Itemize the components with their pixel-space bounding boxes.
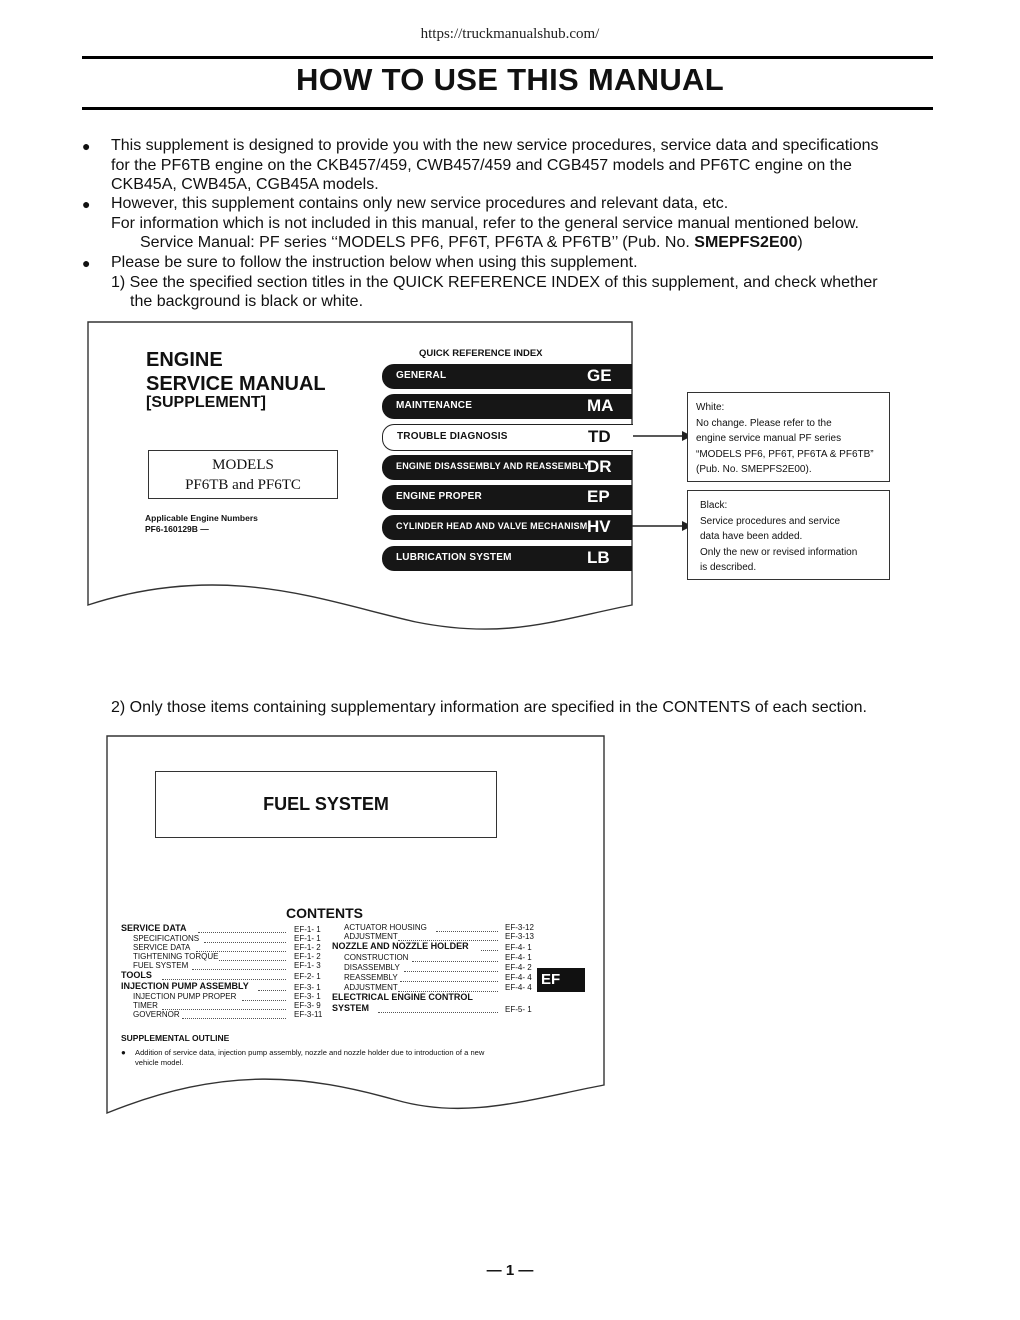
note-line: White:: [696, 402, 725, 413]
note-line: Only the new or revised information: [700, 546, 858, 558]
figure-contents: [106, 735, 606, 1120]
top-rule: [82, 56, 933, 59]
contents-page: EF-3- 1: [294, 983, 321, 992]
dot-leader: [198, 932, 286, 933]
index-code: HV: [587, 517, 611, 536]
contents-item: ADJUSTMENT: [344, 983, 398, 992]
section-title-box: [155, 771, 497, 838]
contents-item: SYSTEM: [332, 1003, 370, 1013]
dot-leader: [192, 969, 286, 970]
cover-title: [146, 348, 326, 396]
text-line: This supplement is designed to provide you with the new service procedures, service data and specifications: [111, 137, 879, 154]
manual-ref-pubno: SMEPFS2E00: [694, 234, 798, 251]
source-url: https://truckmanualshub.com/: [420, 26, 600, 42]
index-label: ENGINE PROPER: [396, 491, 482, 502]
dot-leader: [162, 1009, 286, 1010]
outline-title: SUPPLEMENTAL OUTLINE: [121, 1033, 230, 1043]
dot-leader: [404, 971, 498, 972]
engine-numbers: [145, 513, 258, 535]
black-note-box: [687, 490, 890, 580]
manual-ref-prefix: Service Manual: PF series ‘‘MODELS PF6, PF6T, PF6TA & PF6TB’’ (Pub. No.: [140, 234, 695, 251]
dot-leader: [162, 979, 286, 980]
index-row-cylinder-head: [382, 515, 632, 540]
bullet-dot: ●: [82, 196, 91, 212]
models-line: PF6TB and PF6TC: [185, 477, 301, 493]
index-row-lubrication: [382, 546, 632, 571]
cover-title-line: SERVICE MANUAL: [146, 373, 326, 395]
contents-item: CONSTRUCTION: [344, 953, 409, 962]
bullet-paragraph-1: [111, 136, 933, 195]
text-line: CKB45A, CWB45A, CGB45A models.: [111, 176, 379, 193]
dot-leader: [481, 950, 498, 951]
dot-leader: [436, 931, 498, 932]
index-row-disassembly: [382, 455, 632, 480]
index-row-engine-proper: [382, 485, 632, 510]
contents-page: EF-3-11: [294, 1010, 323, 1019]
section-tab: [537, 968, 585, 992]
text-line: for the PF6TB engine on the CKB457/459, CWB457/459 and CGB457 models and PF6TC engine on the: [111, 156, 852, 174]
note-line: data have been added.: [700, 531, 803, 542]
contents-item: ADJUSTMENT: [344, 932, 398, 941]
bullet-paragraph-3: [111, 253, 933, 312]
engine-numbers-value: PF6-160129B —: [145, 524, 209, 534]
outline-bullet: ●: [121, 1048, 126, 1057]
contents-item: SERVICE DATA: [121, 923, 187, 933]
contents-page: EF-1- 2: [294, 943, 321, 952]
dot-leader: [204, 942, 286, 943]
dot-leader: [258, 990, 286, 991]
contents-item: INJECTION PUMP PROPER: [133, 992, 237, 1001]
index-row-trouble-diagnosis: [382, 424, 633, 451]
bullet-paragraph-2: [111, 194, 933, 253]
white-note-box: [687, 392, 890, 482]
contents-item: INJECTION PUMP ASSEMBLY: [121, 981, 249, 991]
text-line: the background is black or white.: [130, 293, 364, 310]
index-code: GE: [587, 366, 612, 385]
contents-item: TIMER: [133, 1001, 158, 1010]
contents-page: EF-4- 1: [505, 953, 532, 962]
index-code: DR: [587, 457, 612, 476]
index-label: ENGINE DISASSEMBLY AND REASSEMBLY: [396, 461, 590, 471]
dot-leader: [378, 1012, 498, 1013]
note-line: Service procedures and service: [700, 515, 841, 527]
note-line: engine service manual PF series: [696, 433, 842, 444]
dot-leader: [219, 960, 286, 961]
contents-page: EF-1- 1: [294, 934, 321, 943]
engine-numbers-label: Applicable Engine Numbers: [145, 513, 258, 523]
contents-page: EF-3-12: [505, 923, 534, 932]
index-code: MA: [587, 396, 614, 415]
index-code: LB: [587, 548, 610, 567]
text-line: However, this supplement contains only new service procedures and relevant data, etc.: [111, 195, 729, 212]
models-line: MODELS: [212, 457, 274, 473]
contents-item: ACTUATOR HOUSING: [344, 923, 427, 932]
page-title: HOW TO USE THIS MANUAL: [296, 62, 724, 97]
contents-item: SPECIFICATIONS: [133, 934, 200, 943]
outline-line: Addition of service data, injection pump assembly, nozzle and nozzle holder due to introduction of a new: [135, 1048, 485, 1057]
note-line: (Pub. No. SMEPFS2E00).: [696, 464, 812, 475]
contents-page: EF-4- 4: [505, 973, 532, 982]
note-line: “MODELS PF6, PF6T, PF6TA & PF6TB”: [696, 448, 874, 460]
section-title: FUEL SYSTEM: [263, 794, 389, 814]
manual-ref-suffix: ): [797, 234, 803, 251]
bullet-dot: ●: [82, 255, 91, 271]
contents-page: EF-3- 9: [294, 1001, 321, 1010]
bullet-dot: ●: [82, 138, 91, 154]
dot-leader: [412, 961, 498, 962]
index-label: TROUBLE DIAGNOSIS: [397, 431, 508, 442]
text-line: 1) See the specified section titles in the QUICK REFERENCE INDEX of this supplement, and check whether: [111, 273, 878, 291]
index-code: TD: [588, 427, 611, 446]
outline-line: vehicle model.: [135, 1058, 184, 1067]
index-code: EP: [587, 487, 610, 506]
contents-page: EF-4- 2: [505, 963, 532, 972]
index-label: MAINTENANCE: [396, 400, 473, 411]
contents-page: EF-4- 1: [505, 943, 532, 952]
dot-leader: [182, 1018, 286, 1019]
contents-item: GOVERNOR: [133, 1010, 180, 1019]
index-label: LUBRICATION SYSTEM: [396, 552, 512, 563]
section-tab-code: EF: [541, 971, 561, 988]
page-number: — 1 —: [486, 1262, 534, 1279]
index-label: GENERAL: [396, 370, 447, 381]
contents-item: NOZZLE AND NOZZLE HOLDER: [332, 941, 469, 951]
models-box: [148, 450, 338, 499]
contents-item: REASSEMBLY: [344, 973, 398, 982]
contents-item: SERVICE DATA: [133, 943, 191, 952]
contents-title: CONTENTS: [286, 905, 363, 921]
contents-page: EF-5- 1: [505, 1005, 532, 1014]
contents-page: EF-1- 3: [294, 961, 321, 970]
contents-page: EF-4- 4: [505, 983, 532, 992]
cover-title-line: ENGINE: [146, 349, 223, 371]
text-line: Please be sure to follow the instruction below when using this supplement.: [111, 254, 638, 271]
contents-item: TIGHTENING TORQUE: [133, 952, 219, 961]
contents-item: DISASSEMBLY: [344, 963, 400, 972]
outline-text: [135, 1048, 484, 1068]
contents-item: FUEL SYSTEM: [133, 961, 189, 970]
figure-quick-reference: [86, 320, 896, 640]
contents-item: TOOLS: [121, 970, 152, 980]
index-label: CYLINDER HEAD AND VALVE MECHANISM: [396, 521, 588, 531]
contents-page: EF-3- 1: [294, 992, 321, 1001]
contents-page: EF-1- 1: [294, 925, 321, 934]
note-line: is described.: [700, 562, 757, 573]
text-line: For information which is not included in this manual, refer to the general service manual mentioned below.: [111, 214, 859, 232]
dot-leader: [400, 981, 498, 982]
contents-page: EF-2- 1: [294, 972, 321, 981]
step2-text: 2) Only those items containing supplementary information are specified in the CONTENTS of each section.: [111, 699, 867, 716]
index-title: QUICK REFERENCE INDEX: [419, 348, 543, 359]
index-row-general: [382, 364, 632, 389]
contents-page: EF-3-13: [505, 932, 534, 941]
contents-page: EF-1- 2: [294, 952, 321, 961]
manual-reference: [111, 233, 933, 253]
contents-item: ELECTRICAL ENGINE CONTROL: [332, 992, 473, 1002]
dot-leader: [242, 1000, 286, 1001]
cover-subtitle: [SUPPLEMENT]: [146, 394, 266, 411]
index-row-maintenance: [382, 394, 632, 419]
note-line: Black:: [700, 500, 728, 511]
note-line: No change. Please refer to the: [696, 417, 832, 429]
title-rule: [82, 107, 933, 110]
